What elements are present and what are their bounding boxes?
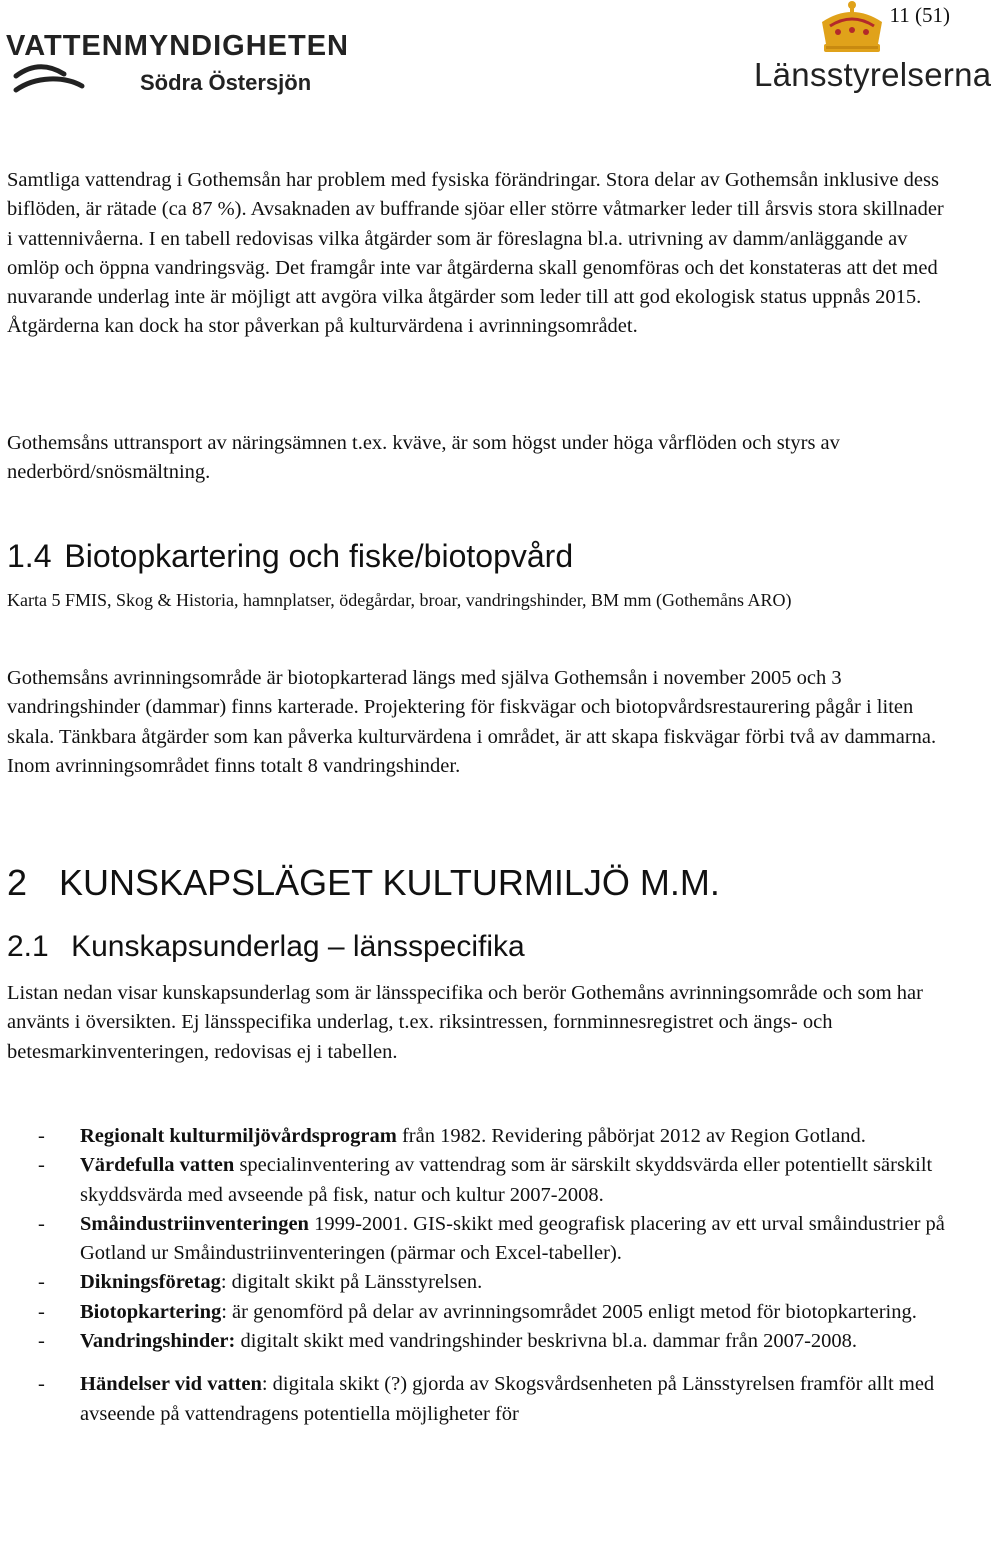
section-2-1-paragraph: Listan nedan visar kunskapsunderlag som är länsspecifika och berör Gothemåns avrinningsområde och som har använts i översikten. Ej länsspecifika underlag, t.ex. riksintressen, fornminnesregistret och ängs- och betesmarkinventeringen, redovisas ej i tabellen. bbox=[7, 982, 923, 1063]
lansstyrelserna-logo-name: Länsstyrelserna bbox=[754, 56, 991, 93]
page-number: 11 (51) bbox=[889, 3, 950, 27]
list-item-text: 1999-2001. GIS-skikt med geografisk placering av ett urval småindustrier på Gotland ur Småindustriinventeringen (pärmar och Excel-tabeller). bbox=[80, 1212, 945, 1265]
section-2-number: 2 bbox=[7, 862, 28, 903]
section-2-1-number: 2.1 bbox=[7, 930, 49, 963]
list-item-text: : är genomförd på delar av avrinningsområdet 2005 enligt metod för biotopkartering. bbox=[221, 1300, 917, 1323]
list-item-title: Vandringshinder: bbox=[80, 1330, 236, 1353]
section-1-4-title: Biotopkartering och fiske/biotopvård bbox=[64, 538, 574, 574]
list-item bbox=[0, 1210, 960, 1269]
list-item-text: från 1982. Revidering påbörjat 2012 av Region Gotland. bbox=[396, 1125, 866, 1147]
list-item-text: : digitala skikt (?) gjorda av Skogsvårdsenheten på Länsstyrelsen framför allt med avseende på vattendragens potentiella möjligheter för bbox=[80, 1373, 935, 1425]
section-2-title: KUNSKAPSLÄGET KULTURMILJÖ M.M. bbox=[59, 862, 720, 903]
intro-paragraph: Samtliga vattendrag i Gothemsån har problem med fysiska förändringar. Stora delar av Gothemsån inklusive dess biflöden, är rätade (ca 87 %). Avsaknaden av buffrande sjöar eller större våtmarker leder till årsvis stora skillnader i vattennivåerna. I en tabell redovisas vilka åtgärder som är föreslagna bl.a. utrivning av damm/anläggande av omlöp och öppna vandringsväg. Det framgår inte var åtgärderna skall genomföras och det konstateras att det med nuvarande underlag inte är möjligt att avgöra vilka åtgärder som leder till att god ekologisk status uppnås 2015. Åtgärderna kan dock ha stor påverkan på kulturvärdena i avrinningsområdet. bbox=[7, 169, 944, 338]
list-item-title: Händelser vid vatten bbox=[80, 1373, 262, 1396]
list-item-title: Regionalt kulturmiljövårdsprogram bbox=[80, 1125, 397, 1147]
section-2-heading bbox=[7, 862, 720, 904]
list-item-title: Värdefulla vatten bbox=[80, 1154, 235, 1177]
list-dash: - bbox=[38, 1271, 45, 1294]
list-item bbox=[0, 1327, 960, 1356]
section-1-4-number: 1.4 bbox=[7, 538, 52, 574]
list-dash: - bbox=[38, 1125, 45, 1147]
list-item-text: digitalt skikt med vandringshinder beskrivna bl.a. dammar från 2007-2008. bbox=[235, 1330, 858, 1353]
list-dash: - bbox=[38, 1300, 45, 1323]
list-item-title: Biotopkartering bbox=[80, 1300, 222, 1323]
list-dash: - bbox=[38, 1373, 45, 1396]
list-item-text: specialinventering av vattendrag som är särskilt skyddsvärda eller potentiellt särskilt skyddsvärda med avseende på fisk, natur och kultur 2007-2008. bbox=[80, 1154, 933, 1206]
list-item bbox=[0, 1298, 960, 1327]
list-item bbox=[0, 1370, 960, 1429]
section-1-4-heading bbox=[7, 538, 573, 575]
list-item-text: : digitalt skikt på Länsstyrelsen. bbox=[220, 1271, 483, 1294]
vattenmyndigheten-logo-sub: Södra Östersjön bbox=[140, 70, 312, 95]
list-dash: - bbox=[38, 1154, 45, 1177]
crown-icon bbox=[812, 0, 892, 58]
biotop-paragraph: Gothemsåns avrinningsområde är biotopkarterad längs med själva Gothemsån i november 2005 och 3 vandringshinder (dammar) finns karterade. Projektering för fiskvägar och biotopvårdsrestaurering pågår i liten skala. Tänkbara åtgärder som kan påverka kulturvärdena i området, är att skapa fiskvägar förbi två av dammarna. Inom avrinningsområdet finns totalt 8 vandringshinder. bbox=[7, 667, 937, 777]
list-dash: - bbox=[38, 1330, 45, 1353]
list-item bbox=[0, 1151, 960, 1210]
list-item bbox=[0, 1122, 960, 1151]
list-item-title: Dikningsföretag bbox=[80, 1271, 221, 1294]
lansstyrelserna-logo bbox=[748, 0, 991, 100]
vattenmyndigheten-logo-name: VATTENMYNDIGHETEN bbox=[6, 30, 349, 62]
list-item bbox=[0, 1268, 960, 1297]
list-dash: - bbox=[38, 1212, 45, 1235]
section-2-1-heading bbox=[7, 930, 525, 964]
map-note: Karta 5 FMIS, Skog & Historia, hamnplatser, ödegårdar, broar, vandringshinder, BM mm (Gothemåns ARO) bbox=[7, 590, 792, 610]
vattenmyndigheten-logo bbox=[6, 24, 349, 104]
kunskapsunderlag-list bbox=[0, 1122, 960, 1429]
list-item-title: Småindustriinventeringen bbox=[80, 1212, 309, 1235]
section-2-1-title: Kunskapsunderlag – länsspecifika bbox=[71, 930, 525, 963]
wave-icon bbox=[12, 62, 132, 102]
transport-paragraph: Gothemsåns uttransport av näringsämnen t.ex. kväve, är som högst under höga vårflöden och styrs av nederbörd/snösmältning. bbox=[7, 432, 840, 484]
